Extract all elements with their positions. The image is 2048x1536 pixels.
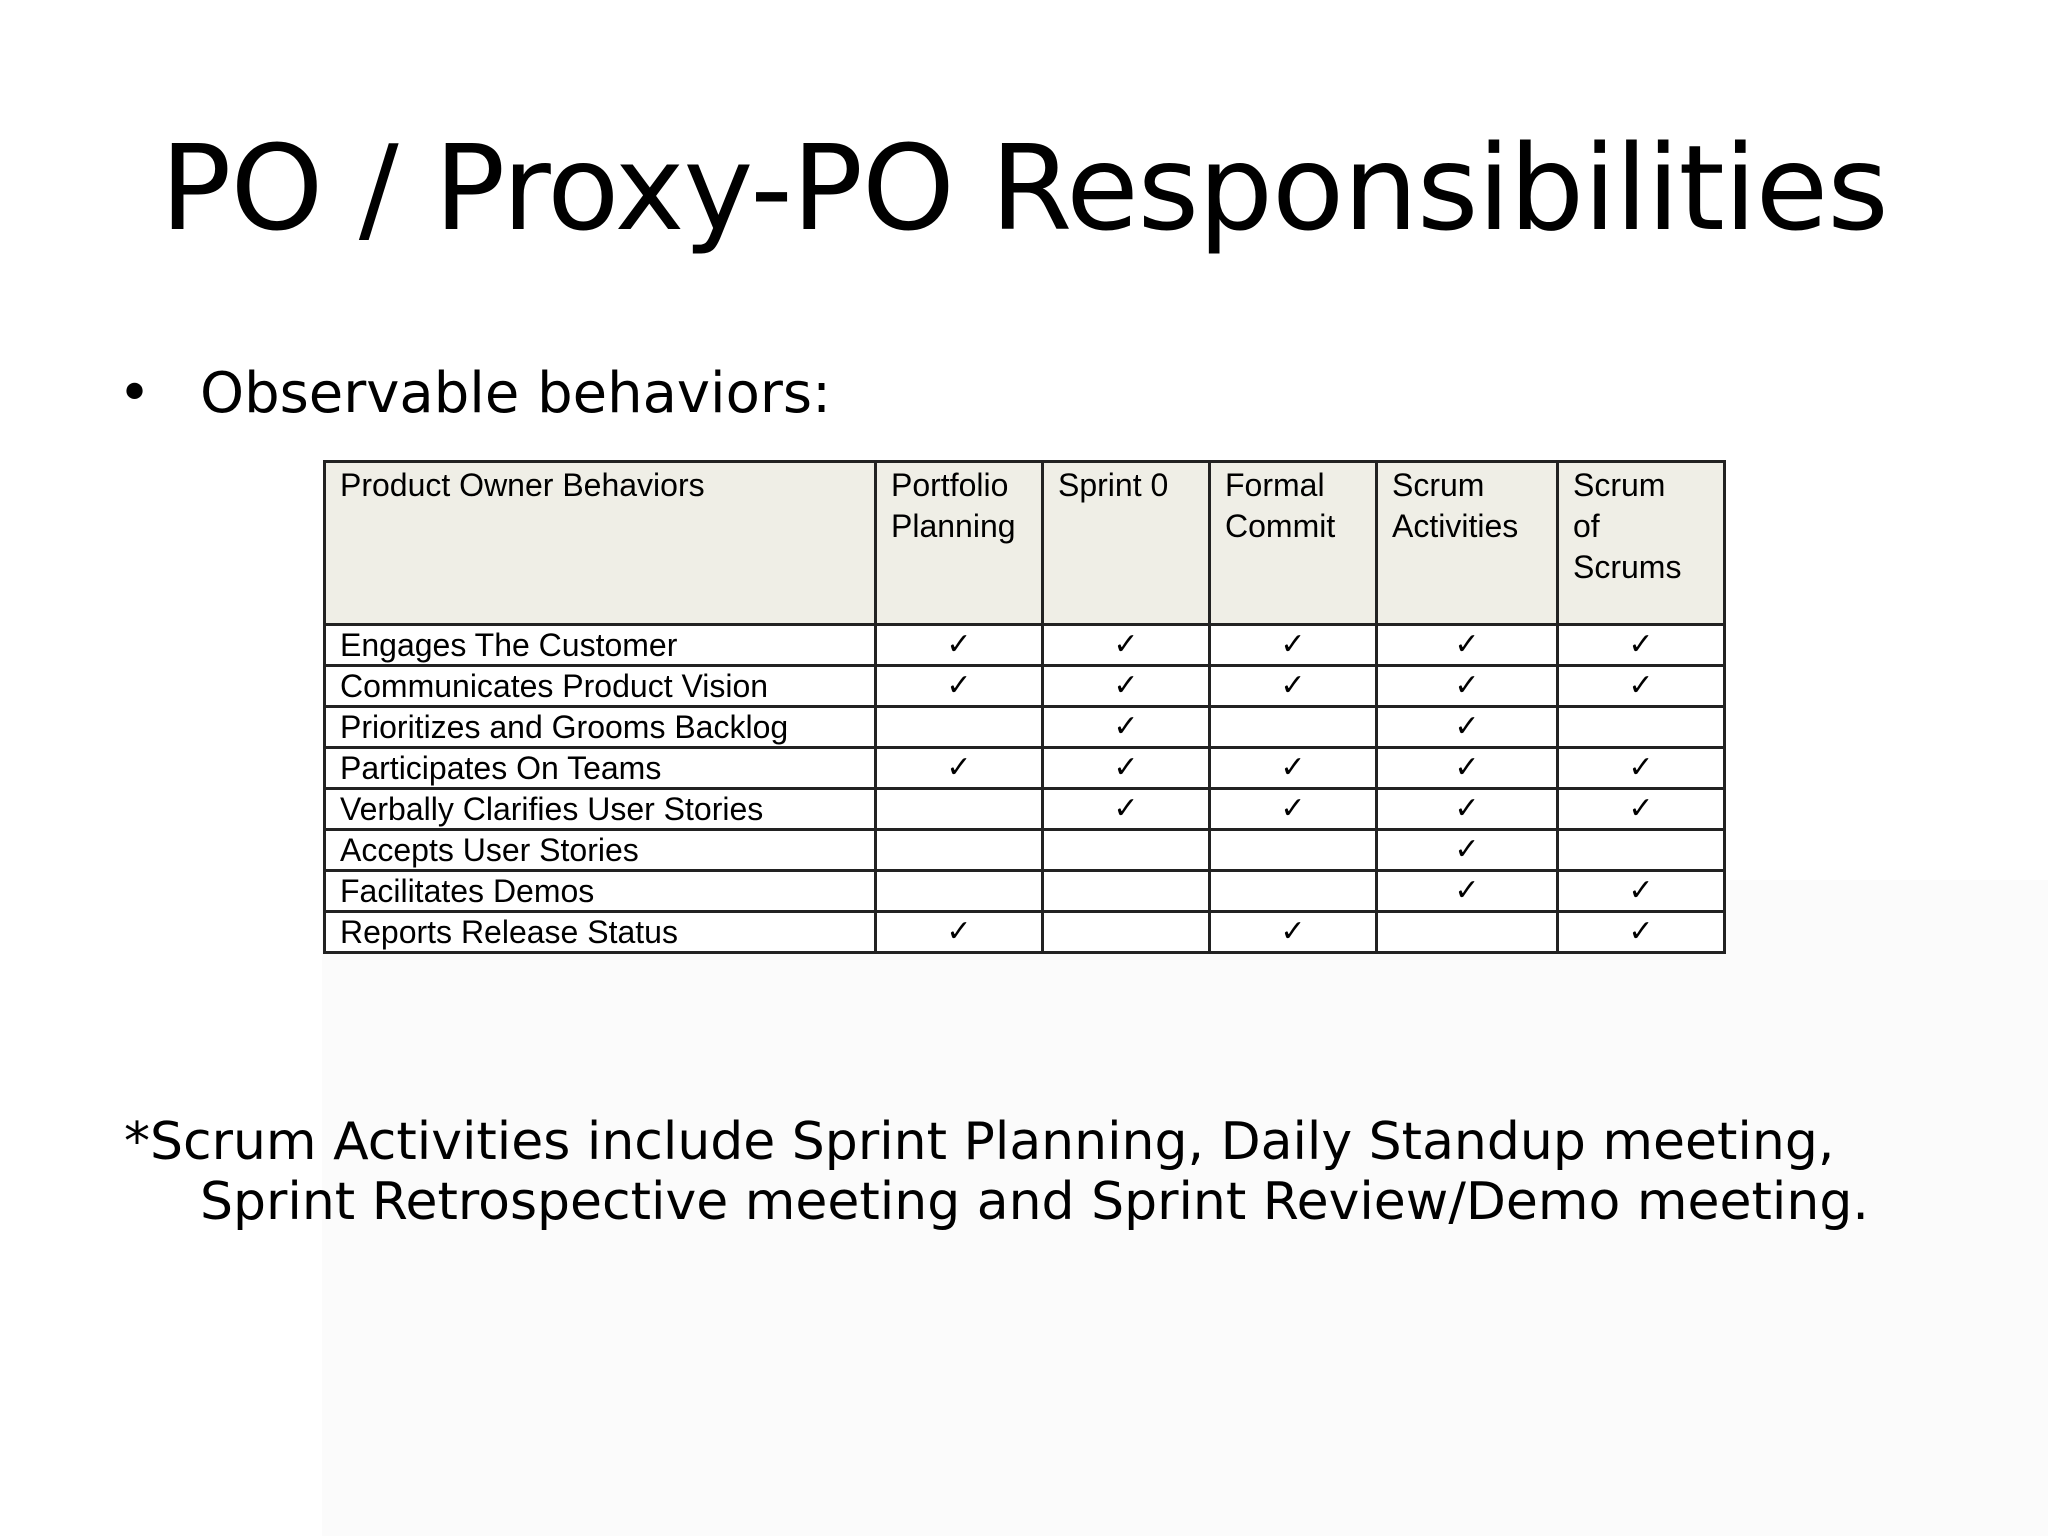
behavior-label: Participates On Teams: [325, 748, 876, 789]
behavior-label: Reports Release Status: [325, 912, 876, 953]
check-mark-icon: ✓: [876, 748, 1043, 789]
check-mark-icon: [1558, 707, 1725, 748]
check-mark-icon: [876, 830, 1043, 871]
check-mark-icon: ✓: [876, 666, 1043, 707]
check-mark-icon: ✓: [1558, 912, 1725, 953]
check-mark-icon: ✓: [1210, 666, 1377, 707]
header-product-owner-behaviors: Product Owner Behaviors: [325, 462, 876, 625]
table-row: [325, 748, 1725, 789]
table-row: [325, 666, 1725, 707]
check-mark-icon: [1043, 830, 1210, 871]
check-mark-icon: ✓: [1558, 789, 1725, 830]
table-row: [325, 789, 1725, 830]
check-mark-icon: [1210, 830, 1377, 871]
header-formal-commit: Formal Commit: [1210, 462, 1377, 625]
check-mark-icon: ✓: [1558, 666, 1725, 707]
check-mark-icon: ✓: [1558, 625, 1725, 666]
check-mark-icon: ✓: [1377, 666, 1558, 707]
check-mark-icon: ✓: [1043, 666, 1210, 707]
behavior-label: Verbally Clarifies User Stories: [325, 789, 876, 830]
behavior-label: Prioritizes and Grooms Backlog: [325, 707, 876, 748]
check-mark-icon: ✓: [1377, 707, 1558, 748]
check-mark-icon: ✓: [1210, 748, 1377, 789]
check-mark-icon: [876, 871, 1043, 912]
table-row: [325, 625, 1725, 666]
check-mark-icon: ✓: [1210, 912, 1377, 953]
check-mark-icon: ✓: [1210, 625, 1377, 666]
table-row: [325, 707, 1725, 748]
check-mark-icon: ✓: [1377, 625, 1558, 666]
table-row: [325, 912, 1725, 953]
table-row: [325, 871, 1725, 912]
behavior-label: Engages The Customer: [325, 625, 876, 666]
check-mark-icon: [1043, 912, 1210, 953]
behavior-label: Communicates Product Vision: [325, 666, 876, 707]
behaviors-table: [323, 460, 1726, 954]
header-portfolio-planning: Portfolio Planning: [876, 462, 1043, 625]
check-mark-icon: [1043, 871, 1210, 912]
check-mark-icon: [1210, 707, 1377, 748]
check-mark-icon: ✓: [1377, 830, 1558, 871]
check-mark-icon: ✓: [876, 625, 1043, 666]
check-mark-icon: ✓: [1043, 789, 1210, 830]
check-mark-icon: ✓: [1558, 748, 1725, 789]
check-mark-icon: [1210, 871, 1377, 912]
check-mark-icon: ✓: [1043, 625, 1210, 666]
check-mark-icon: ✓: [1210, 789, 1377, 830]
check-mark-icon: ✓: [876, 912, 1043, 953]
check-mark-icon: ✓: [1558, 871, 1725, 912]
check-mark-icon: [1558, 830, 1725, 871]
bullet-item: [118, 356, 831, 432]
header-sprint-0: Sprint 0: [1043, 462, 1210, 625]
behavior-label: Facilitates Demos: [325, 871, 876, 912]
check-mark-icon: [876, 707, 1043, 748]
check-mark-icon: ✓: [1377, 748, 1558, 789]
behavior-label: Accepts User Stories: [325, 830, 876, 871]
header-scrum-of-scrums: Scrum of Scrums: [1558, 462, 1725, 625]
footnote-line-2: Sprint Retrospective meeting and Sprint Review/Demo meeting.: [200, 1172, 1869, 1232]
table-header-row: [325, 462, 1725, 625]
table-row: [325, 830, 1725, 871]
check-mark-icon: [1377, 912, 1558, 953]
check-mark-icon: ✓: [1043, 748, 1210, 789]
check-mark-icon: ✓: [1377, 871, 1558, 912]
check-mark-icon: [876, 789, 1043, 830]
check-mark-icon: ✓: [1043, 707, 1210, 748]
slide-title: PO / Proxy-PO Responsibilities: [160, 119, 1888, 257]
footnote: [124, 1112, 2004, 1232]
footnote-line-1: *Scrum Activities include Sprint Planning, Daily Standup meeting,: [124, 1112, 1835, 1172]
header-scrum-activities: Scrum Activities: [1377, 462, 1558, 625]
bullet-dot: •: [118, 361, 152, 426]
bullet-text: Observable behaviors:: [200, 361, 831, 426]
check-mark-icon: ✓: [1377, 789, 1558, 830]
